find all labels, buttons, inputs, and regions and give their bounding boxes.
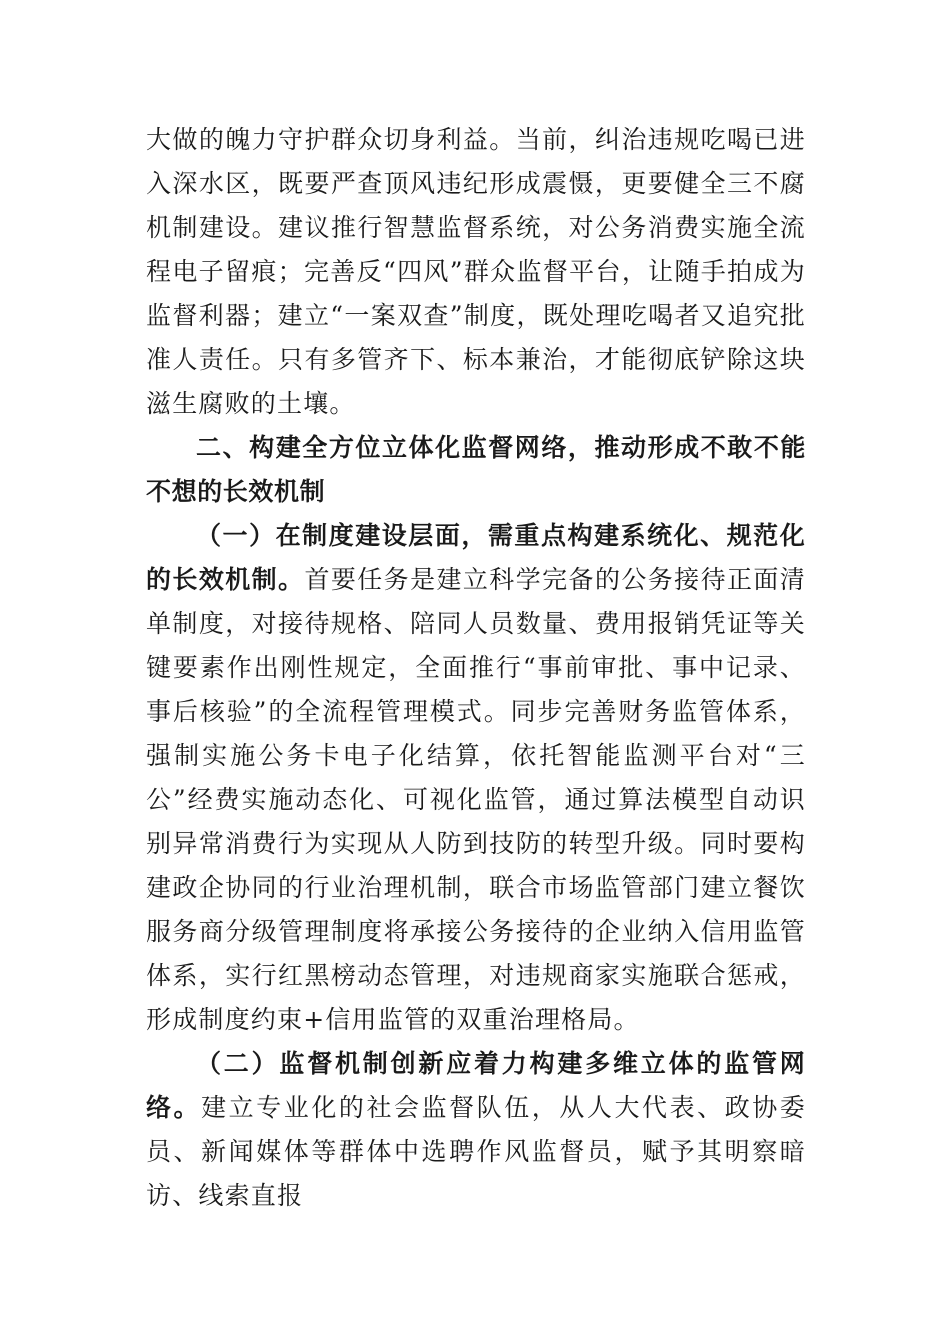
subsection-1-lead: （一）在制度建设层面，需重点构建系统化、规范化的长效机制。 [146,521,806,594]
subsection-1-body: 首要任务是建立科学完备的公务接待正面清单制度，对接待规格、陪同人员数量、费用报销凭证等关键要素作出刚性规定，全面推行“事前审批、事中记录、事后核验”的全流程管理模式。同步完善财务监管体系，强制实施公务卡电子化结算，依托智能监测平台对“三公”经费实施动态化、可视化监管，通过算法模型自动识别异常消费行为实现从人防到技防的转型升级。同时要构建政企协同的行业治理机制，联合市场监管部门建立餐饮服务商分级管理制度将承接公务接待的企业纳入信用监管体系，实行红黑榜动态管理，对违规商家实施联合惩戒，形成制度约束+信用监管的双重治理格局。 [146,565,806,1034]
document-page [146,118,806,1218]
paragraph-continuation: 大做的魄力守护群众切身利益。当前，纠治违规吃喝已进入深水区，既要严查顶风违纪形成震慑，更要健全三不腐机制建设。建议推行智慧监督系统，对公务消费实施全流程电子留痕；完善反“四风”群众监督平台，让随手拍成为监督利器；建立“一案双查”制度，既处理吃喝者又追究批准人责任。只有多管齐下、标本兼治，才能彻底铲除这块滋生腐败的土壤。 [146,125,806,418]
subsection-2-paragraph [146,1042,806,1218]
subsection-2-body: 建立专业化的社会监督队伍，从人大代表、政协委员、新闻媒体等群体中选聘作风监督员，赋予其明察暗访、线索直报 [146,1093,807,1210]
subsection-1-paragraph [146,514,806,1042]
subsection-2-lead: （二）监督机制创新应着力构建多维立体的监管网络。 [146,1049,806,1122]
section-heading-2: 二、构建全方位立体化监督网络，推动形成不敢不能不想的长效机制 [146,433,806,506]
